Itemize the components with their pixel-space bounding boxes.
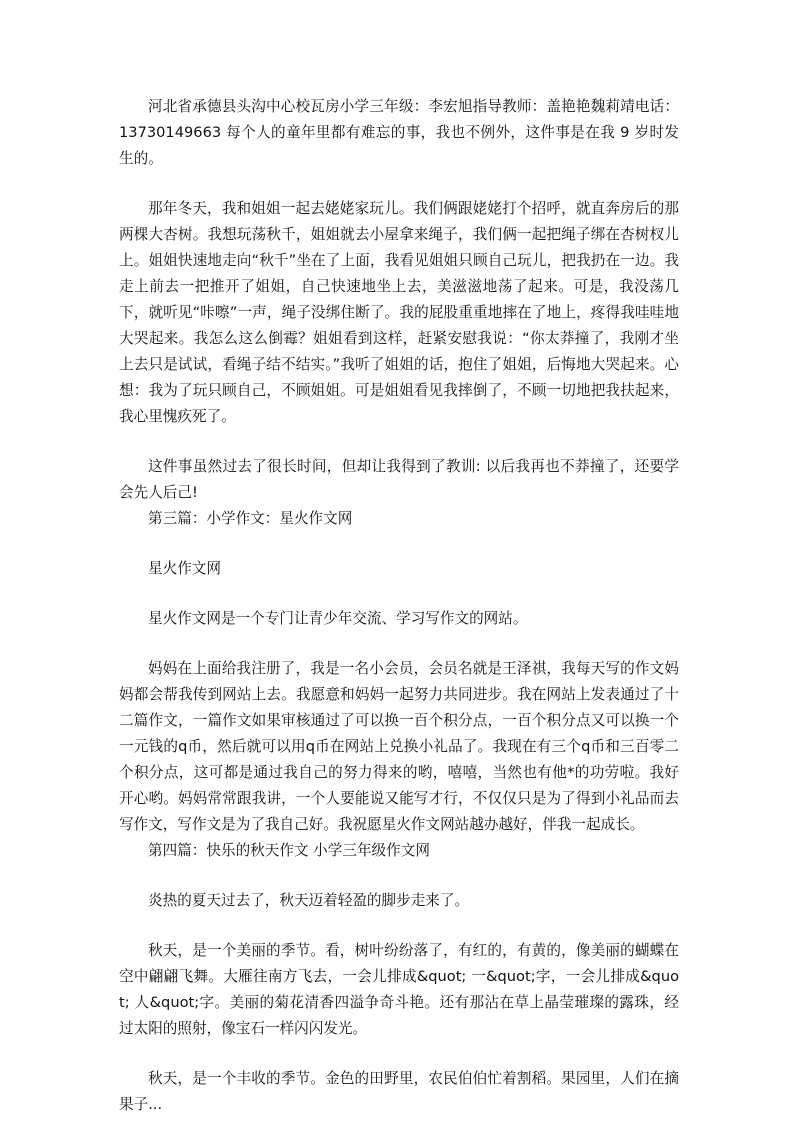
section-heading-4: 第四篇：快乐的秋天作文 小学三年级作文网 <box>148 842 430 859</box>
section-heading-3: 第三篇：小学作文：星火作文网 <box>148 510 353 527</box>
paragraph-site-story: 妈妈在上面给我注册了，我是一名小会员，会员名就是王泽祺，我每天写的作文妈妈都会帮我传到网站上去。我愿意和妈妈一起努力共同进步。我在网站上发表通过了十二篇作文，一篇作文如果审核通过了可以换一百个积分点，一百个积分点又可以换一个一元钱的q币，然后就可以用q币在网站上兑换小礼品了。我现在有三个q币和三百零二个积分点，这可都是通过我自己的努力得来的哟，嘻嘻，当然也有他*的功劳啦。我好开心哟。妈妈常常跟我讲，一个人要能说又能写才行，不仅仅只是为了得到小礼品而去写作文，写作文是为了我自己好。我祝愿星火作文网站越办越好，伴我一起成长。 <box>119 660 679 833</box>
document-body <box>119 94 679 1118</box>
paragraph-story: 那年冬天，我和姐姐一起去姥姥家玩儿。我们俩跟姥姥打个招呼，就直奔房后的那两棵大杏树。我想玩荡秋千，姐姐就去小屋拿来绳子，我们俩一起把绳子绑在杏树杈儿上。姐姐快速地走向“秋千”坐在了上面，我看见姐姐只顾自己玩儿，把我扔在一边。我走上前去一把推开了姐姐，自己快速地坐上去，美滋滋地荡了起来。可是，我没荡几下，就听见“咔嚓”一声，绳子没绑住断了。我的屁股重重地摔在了地上，疼得我哇哇地大哭起来。我怎么这么倒霉？姐姐看到这样，赶紧安慰我说：“你太莽撞了，我刚才坐上去只是试试，看绳子结不结实。”我听了姐姐的话，抱住了姐姐，后悔地大哭起来。心想：我为了玩只顾自己，不顾姐姐。可是姐姐看见我摔倒了，不顾一切地把我扶起来，我心里愧疚死了。 <box>119 200 679 425</box>
paragraph-autumn-intro: 炎热的夏天过去了，秋天迈着轻盈的脚步走来了。 <box>148 892 470 909</box>
paragraph-site-intro: 星火作文网是一个专门让青少年交流、学习写作文的网站。 <box>148 610 528 627</box>
section-subtitle: 星火作文网 <box>148 560 221 577</box>
paragraph-autumn-beauty: 秋天，是一个美丽的季节。看，树叶纷纷落了，有红的，有黄的，像美丽的蝴蝶在空中翩翩飞舞。大雁往南方飞去，一会儿排成&quot; 一&quot;字，一会儿排成&quot; 人&quot;字。美丽的菊花清香四溢争奇斗艳。还有那沾在草上晶莹璀璨的露珠，经过太阳的照射，像宝石一样闪闪发光。 <box>119 942 679 1037</box>
paragraph-lesson: 这件事虽然过去了很长时间，但却让我得到了教训: 以后我再也不莽撞了，还要学会先人后己! <box>119 458 679 501</box>
paragraph-intro: 河北省承德县头沟中心校瓦房小学三年级：李宏旭指导教师：盖艳艳魏莉靖电话：13730149663 每个人的童年里都有难忘的事，我也不例外，这件事是在我 9 岁时发生的。 <box>119 98 679 167</box>
paragraph-autumn-harvest: 秋天，是一个丰收的季节。金色的田野里，农民伯伯忙着割稻。果园里，人们在摘果子... <box>119 1070 679 1113</box>
